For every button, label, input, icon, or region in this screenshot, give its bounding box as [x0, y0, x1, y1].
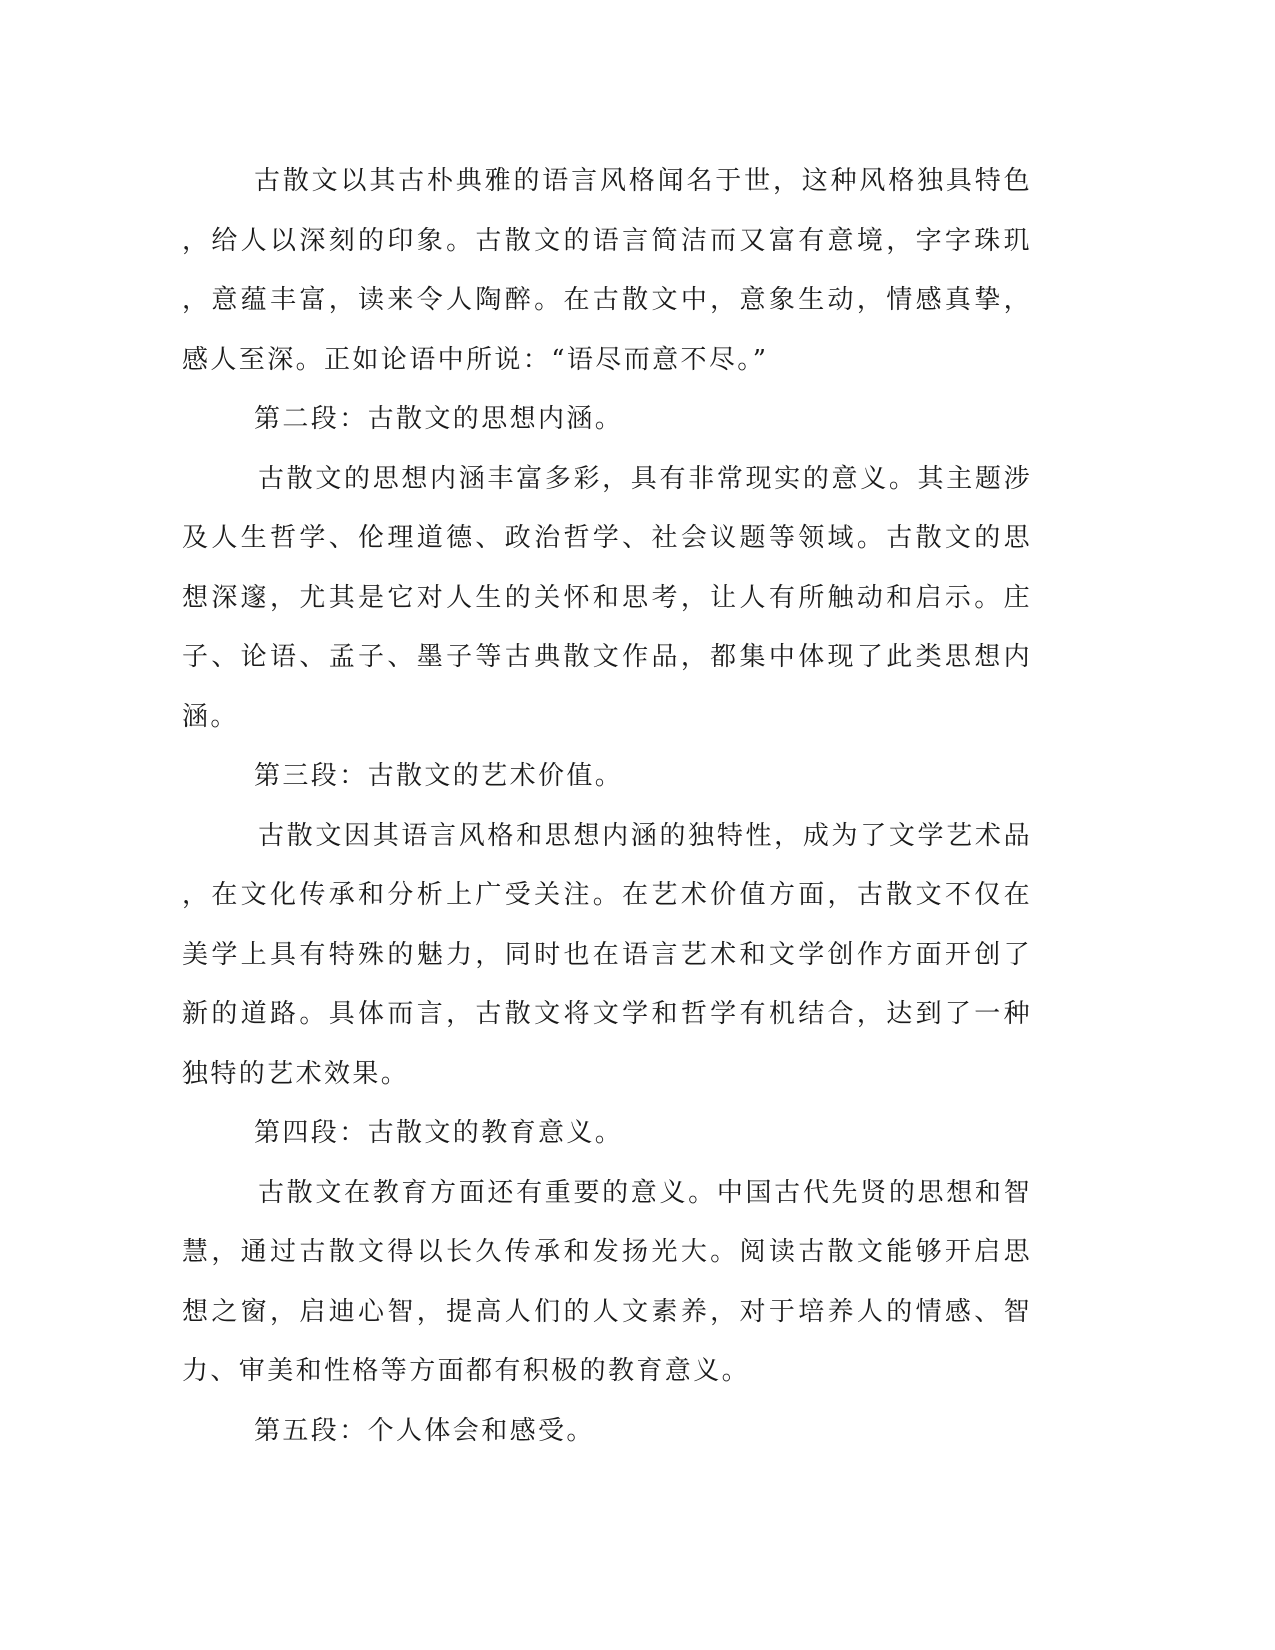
- paragraph-language-style: 古散文以其古朴典雅的语言风格闻名于世，这种风格独具特色，给人以深刻的印象。古散文的语言简洁而又富有意境，字字珠玑，意蕴丰富，读来令人陶醉。在古散文中，意象生动，情感真挚，感人至深。正如论语中所说：“语尽而意不尽。”: [182, 166, 1032, 375]
- paragraph-artistic-value: 古散文因其语言风格和思想内涵的独特性，成为了文学艺术品，在文化传承和分析上广受关注。在艺术价值方面，古散文不仅在美学上具有特殊的魅力，同时也在语言艺术和文学创作方面开创了新的道路。具体而言，古散文将文学和哲学有机结合，达到了一种独特的艺术效果。: [182, 820, 1032, 1089]
- document-page: [182, 152, 1032, 1461]
- section-heading-2: 第二段：古散文的思想内涵。: [254, 404, 624, 434]
- section-heading-4: 第四段：古散文的教育意义。: [254, 1118, 624, 1148]
- paragraph-thought-content: 古散文的思想内涵丰富多彩，具有非常现实的意义。其主题涉及人生哲学、伦理道德、政治哲学、社会议题等领域。古散文的思想深邃，尤其是它对人生的关怀和思考，让人有所触动和启示。庄子、论语、孟子、墨子等古典散文作品，都集中体现了此类思想内涵。: [182, 463, 1032, 732]
- section-heading-3: 第三段：古散文的艺术价值。: [254, 761, 624, 791]
- paragraph-educational-meaning: 古散文在教育方面还有重要的意义。中国古代先贤的思想和智慧，通过古散文得以长久传承和发扬光大。阅读古散文能够开启思想之窗，启迪心智，提高人们的人文素养，对于培养人的情感、智力、审美和性格等方面都有积极的教育意义。: [182, 1177, 1032, 1386]
- section-heading-5: 第五段：个人体会和感受。: [254, 1415, 595, 1446]
